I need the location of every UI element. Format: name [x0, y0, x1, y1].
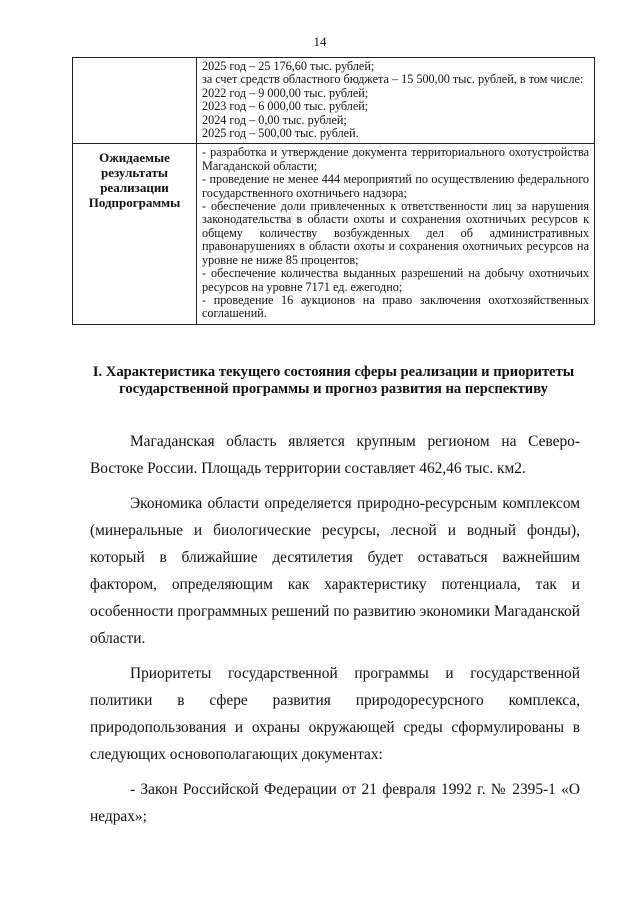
list-item: - Закон Российской Федерации от 21 февраля 1992 г. № 2395-1 «О недрах»; — [90, 781, 580, 825]
funding-line: 2024 год – 0,00 тыс. рублей; — [202, 112, 347, 127]
result-item: - разработка и утверждение документа территориального охотустройства Магаданской области; — [202, 145, 589, 173]
paragraph: Магаданская область является крупным регионом на Северо-Востоке России. Площадь территории составляет 462,46 тыс. км2. — [90, 433, 580, 477]
paragraph: Приоритеты государственной программы и государственной политики в сфере развития природоресурсного комплекса, природопользования и охраны окружающей среды сформулированы в следующих основополагающих документах: — [90, 665, 580, 763]
result-item: - проведение не менее 444 мероприятий по осуществлению федерального государственного охотничьего надзора; — [202, 172, 589, 200]
row-label — [73, 58, 197, 144]
funding-line: 2023 год – 6 000,00 тыс. рублей; — [202, 99, 369, 114]
funding-line: 2022 год – 9 000,00 тыс. рублей; — [202, 85, 369, 100]
program-passport-table — [72, 57, 595, 325]
result-item: - обеспечение количества выданных разрешений на добычу охотничьих ресурсов на уровне 7171 ед. ежегодно; — [202, 266, 589, 294]
table-row — [73, 144, 595, 324]
funding-line: за счет средств областного бюджета – 15 500,00 тыс. рублей, в том числе: — [202, 72, 584, 87]
page-number: 14 — [313, 34, 327, 49]
funding-cell — [197, 58, 595, 144]
funding-line: 2025 год – 500,00 тыс. рублей. — [202, 126, 359, 141]
funding-line: 2025 год – 25 176,60 тыс. рублей; — [202, 59, 375, 73]
result-item: - проведение 16 аукционов на право заключения охотхозяйственных соглашений. — [202, 292, 589, 321]
expected-results-cell — [197, 144, 595, 324]
table-row — [73, 58, 595, 144]
section-heading: I. Характеристика текущего состояния сферы реализации и приоритеты государственной программы и прогноз развития на перспективу — [92, 364, 575, 397]
body-text — [90, 428, 580, 830]
row-label: Ожидаемые результаты реализации Подпрограммы — [73, 144, 197, 324]
paragraph: Экономика области определяется природно-ресурсным комплексом (минеральные и биологические ресурсы, лесной и водный фонды), который в ближайшие десятилетия будет оставаться важнейшим фактором, определяющим как характеристику потенциала, так и особенности программных решений по развитию экономики Магаданской области. — [90, 495, 580, 647]
result-item: - обеспечение доли привлеченных к ответственности лиц за нарушения законодательства в области охоты и сохранения охотничьих ресурсов к общему количеству возбужденных дел об административных правонарушениях в области охоты и сохранения охотничьих ресурсов на уровне не ниже 85 процентов; — [202, 199, 589, 267]
